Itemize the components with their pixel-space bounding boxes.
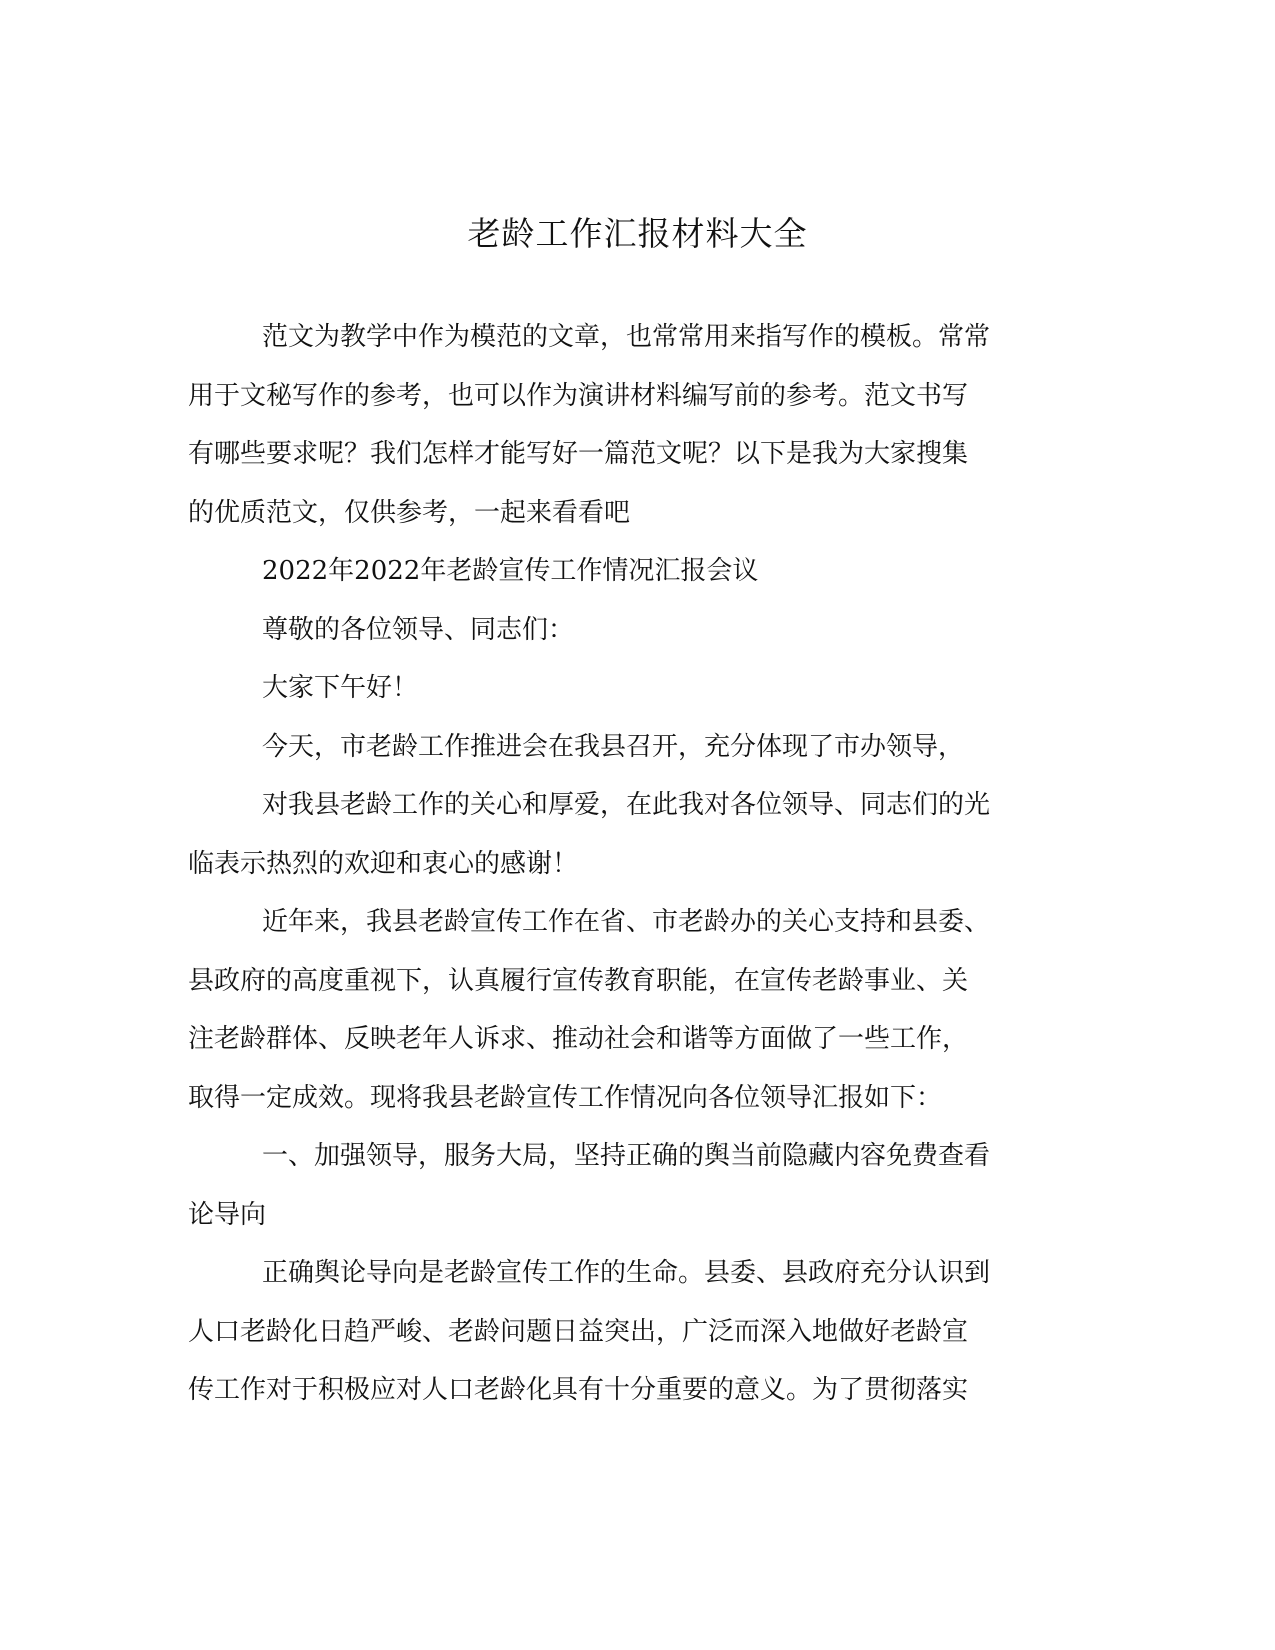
document-title: 老龄工作汇报材料大全 xyxy=(467,214,808,253)
paragraph-line: 人口老龄化日趋严峻、老龄问题日益突出，广泛而深入地做好老龄宣 xyxy=(188,1317,969,1347)
paragraph-line: 正确舆论导向是老龄宣传工作的生命。县委、县政府充分认识到 xyxy=(262,1258,991,1288)
paragraph-line: 取得一定成效。现将我县老龄宣传工作情况向各位领导汇报如下： xyxy=(188,1083,943,1113)
paragraph-line: 近年来，我县老龄宣传工作在省、市老龄办的关心支持和县委、 xyxy=(262,907,991,937)
paragraph-line: 有哪些要求呢？我们怎样才能写好一篇范文呢？以下是我为大家搜集 xyxy=(188,439,969,469)
paragraph-line: 对我县老龄工作的关心和厚爱，在此我对各位领导、同志们的光 xyxy=(262,790,991,820)
paragraph-line: 2022年2022年老龄宣传工作情况汇报会议 xyxy=(262,556,759,586)
paragraph-line: 论导向 xyxy=(188,1200,267,1230)
paragraph-line: 县政府的高度重视下，认真履行宣传教育职能，在宣传老龄事业、关 xyxy=(188,966,969,996)
paragraph-line: 传工作对于积极应对人口老龄化具有十分重要的意义。为了贯彻落实 xyxy=(188,1375,969,1405)
paragraph-line: 临表示热烈的欢迎和衷心的感谢！ xyxy=(188,849,579,879)
paragraph-line: 用于文秘写作的参考，也可以作为演讲材料编写前的参考。范文书写 xyxy=(188,381,969,411)
paragraph-line: 尊敬的各位领导、同志们： xyxy=(262,615,575,645)
paragraph-line: 范文为教学中作为模范的文章，也常常用来指写作的模板。常常 xyxy=(262,322,991,352)
paragraph-line: 大家下午好！ xyxy=(262,673,419,703)
paragraph-line: 的优质范文，仅供参考，一起来看看吧 xyxy=(188,498,631,528)
paragraph-line: 一、加强领导，服务大局，坚持正确的舆当前隐藏内容免费查看 xyxy=(262,1141,991,1171)
paragraph-line: 今天，市老龄工作推进会在我县召开，充分体现了市办领导， xyxy=(262,732,965,762)
paragraph-line: 注老龄群体、反映老年人诉求、推动社会和谐等方面做了一些工作， xyxy=(188,1024,969,1054)
